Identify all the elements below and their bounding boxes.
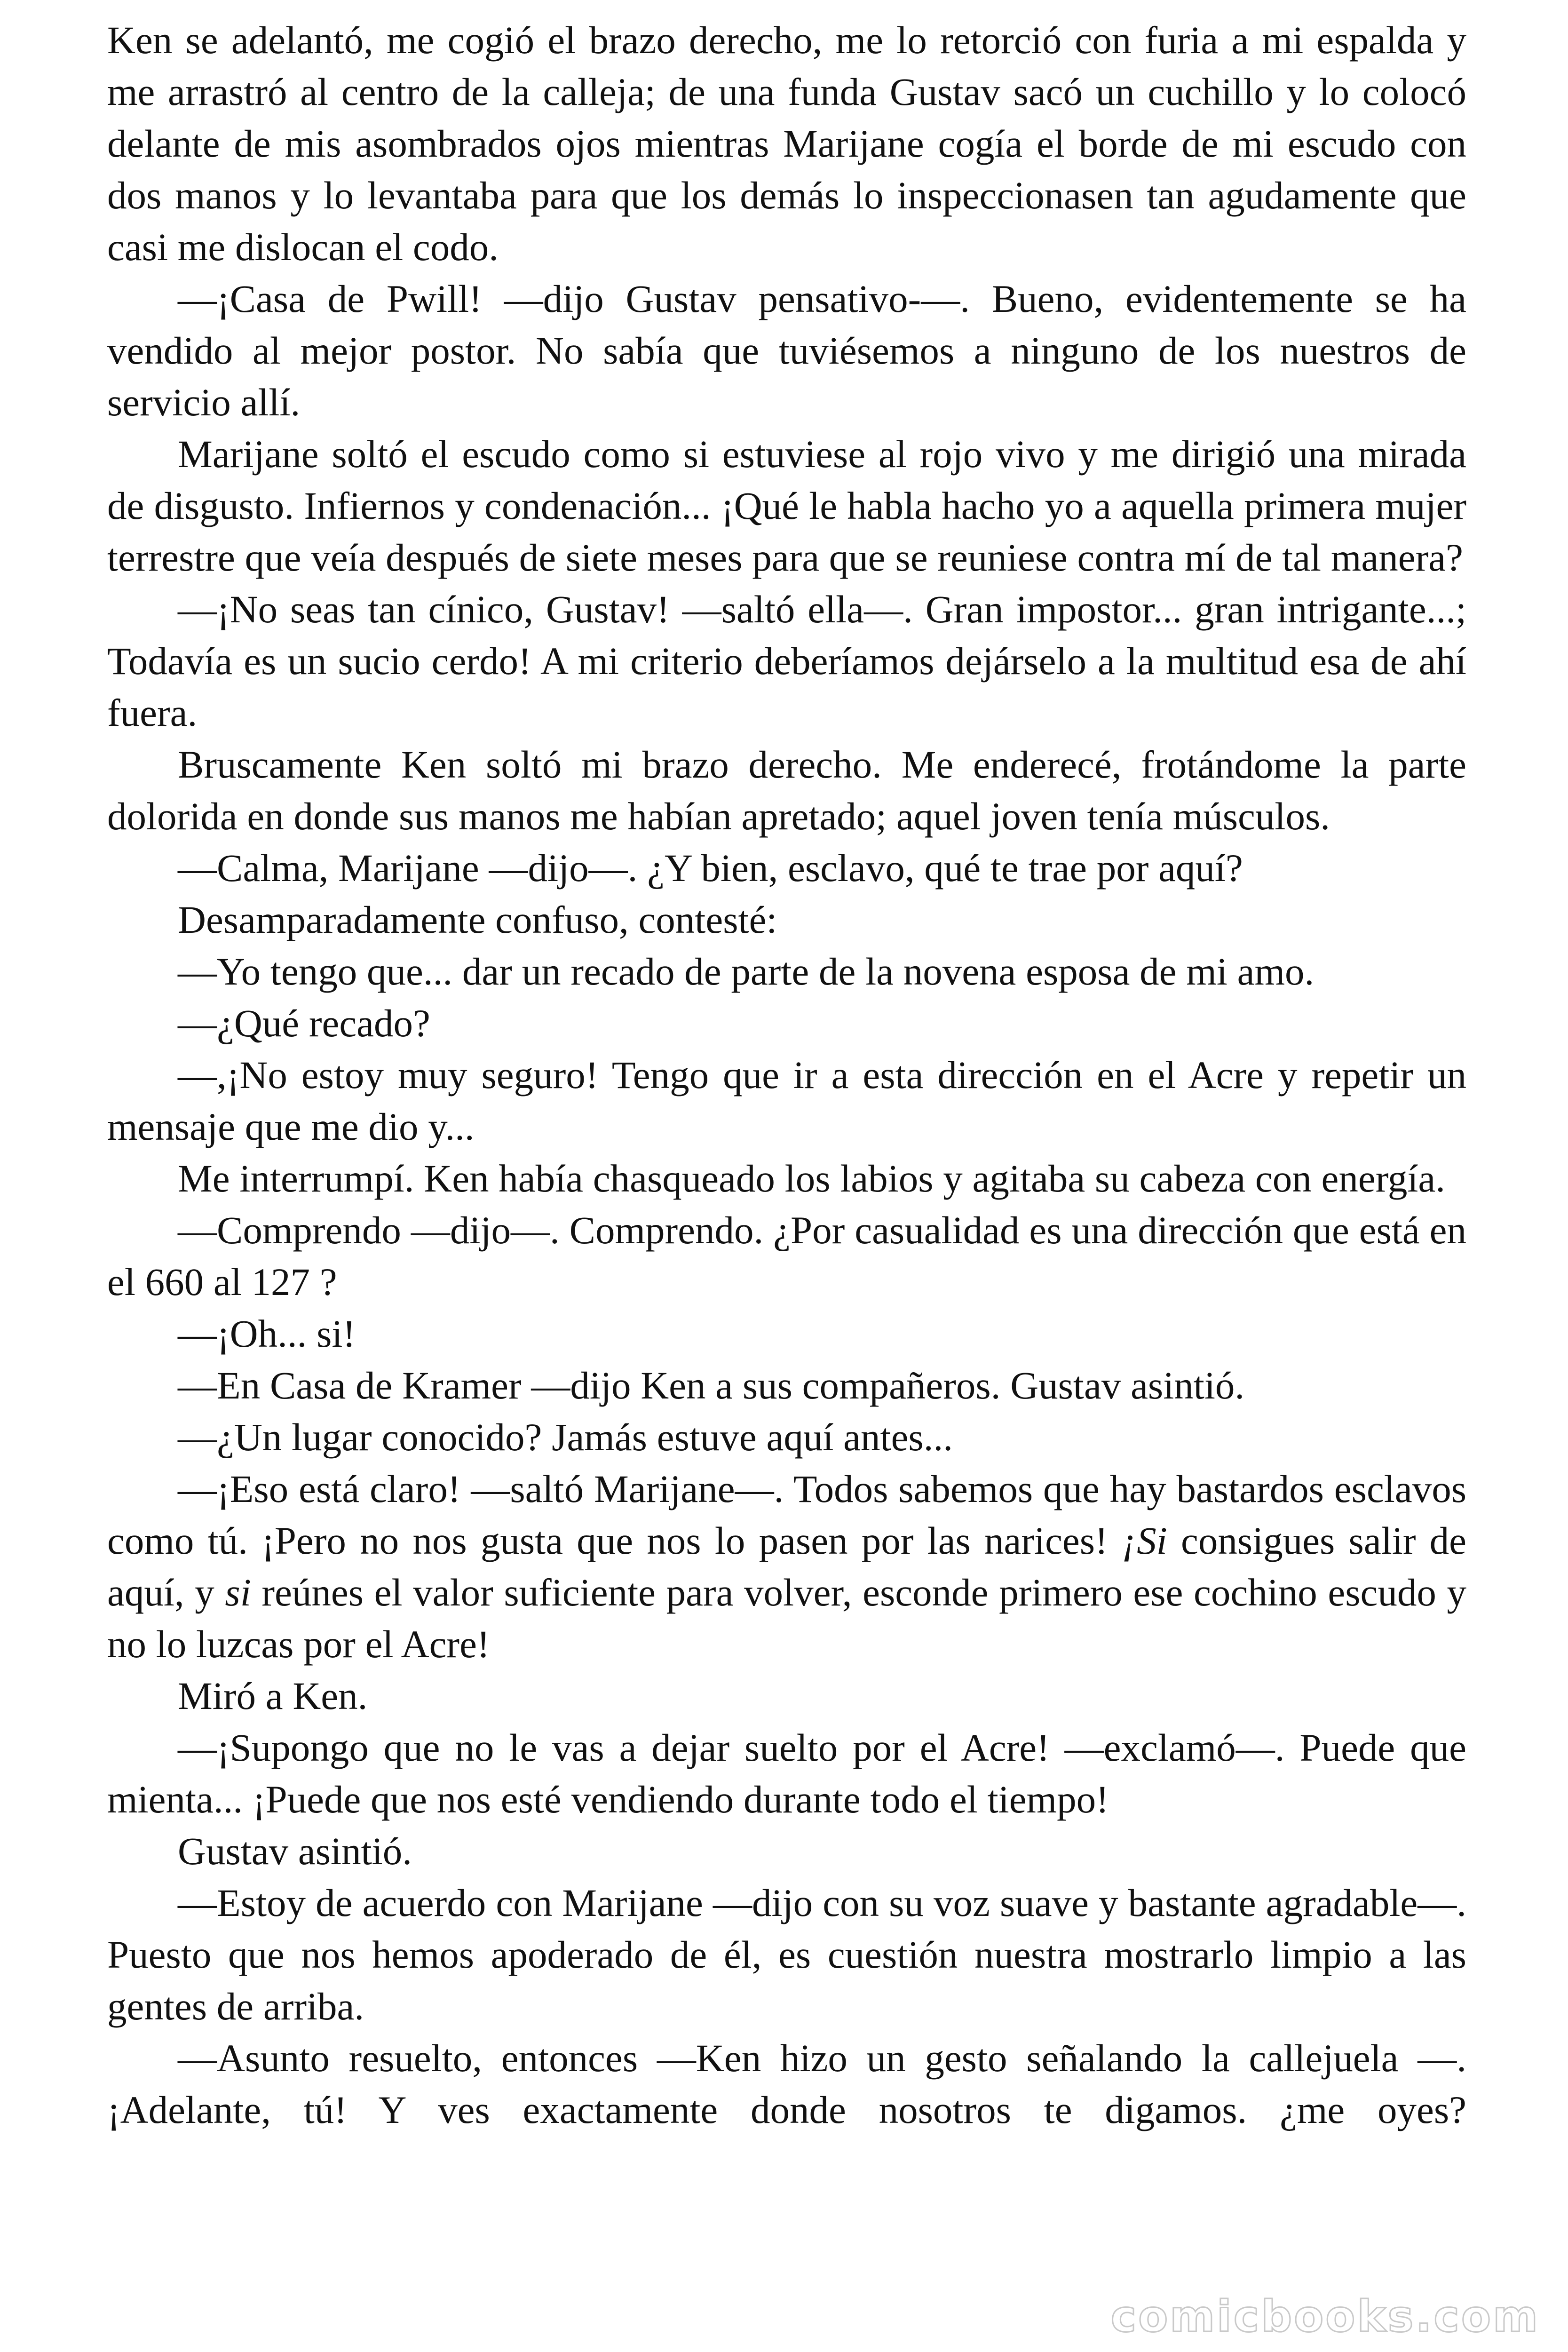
paragraph-text: consigues salir de aquí, y [107,1519,1467,1614]
paragraph-text: reúnes el valor suficiente para volver, esconde primero ese cochino escudo y no lo luzcas por el Acre! [107,1571,1467,1666]
paragraph: Gustav asintió. [178,1829,412,1873]
watermark-text: comicbooks.com [1110,2291,1540,2342]
italic-word: ¡Si [1121,1519,1167,1562]
paragraph: —¡No seas tan cínico, Gustav! —saltó ella—. Gran impostor... gran intrigante...; Todavía es un sucio cerdo! A mi criterio deberíamos dejárselo a la multitud esa de ahí fuera. [107,588,1466,734]
paragraph: Me interrumpí. Ken había chasqueado los labios y agitaba su cabeza con energía. [178,1157,1445,1200]
paragraph: —¡Casa de Pwill! —dijo Gustav pensativo-—. Bueno, evidentemente se ha vendido al mejor postor. No sabía que tuviésemos a ninguno de los nuestros de servicio allí. [107,277,1466,424]
paragraph: —Calma, Marijane —dijo—. ¿Y bien, esclavo, qué te trae por aquí? [178,846,1243,890]
paragraph: —¡Oh... si! [178,1312,356,1355]
paragraph-text: —¡Eso está claro! —saltó Marijane—. Todos sabemos que hay bastardos esclavos como tú. ¡Pero no nos gusta que nos lo pasen por las narices! [107,1467,1466,1562]
paragraph: Miró a Ken. [178,1674,368,1717]
paragraph: —¿Un lugar conocido? Jamás estuve aquí antes... [178,1415,953,1459]
paragraph-with-italics [107,1463,1466,1670]
paragraph: —,¡No estoy muy seguro! Tengo que ir a esta dirección en el Acre y repetir un mensaje que me dio y... [107,1053,1466,1148]
paragraph: —¿Qué recado? [178,1001,430,1045]
paragraph: Ken se adelantó, me cogió el brazo derecho, me lo retorció con furia a mi espalda y me arrastró al centro de la calleja; de una funda Gustav sacó un cuchillo y lo colocó delante de mis asombrados ojos mientras Marijane cogía el borde de mi escudo con dos manos y lo levantaba para que los demás lo inspeccionasen tan agudamente que casi me dislocan el codo. [107,18,1466,269]
paragraph: Marijane soltó el escudo como si estuviese al rojo vivo y me dirigió una mirada de disgusto. Infiernos y condenación... ¡Qué le habla hacho yo a aquella primera mujer terrestre que veía después de siete meses para que se reuniese contra mí de tal manera? [107,432,1466,579]
paragraph: —Estoy de acuerdo con Marijane —dijo con su voz suave y bastante agradable—. Puesto que nos hemos apoderado de él, es cuestión nuestra mostrarlo limpio a las gentes de arriba. [107,1881,1466,2028]
italic-word: si [225,1571,251,1614]
paragraph: —Asunto resuelto, entonces —Ken hizo un gesto señalando la callejuela —. ¡Adelante, tú! Y ves exactamente donde nosotros te digamos. ¿me oyes? [107,2036,1466,2131]
paragraph: —Yo tengo que... dar un recado de parte de la novena esposa de mi amo. [178,950,1315,993]
paragraph: —¡Supongo que no le vas a dejar suelto por el Acre! —exclamó—. Puede que mienta... ¡Puede que nos esté vendiendo durante todo el tiempo! [107,1726,1466,1821]
book-page [107,14,1466,2136]
paragraph: Bruscamente Ken soltó mi brazo derecho. Me enderecé, frotándome la parte dolorida en donde sus manos me habían apretado; aquel joven tenía músculos. [107,743,1466,838]
paragraph: —Comprendo —dijo—. Comprendo. ¿Por casualidad es una dirección que está en el 660 al 127 ? [107,1208,1466,1303]
paragraph: —En Casa de Kramer —dijo Ken a sus compañeros. Gustav asintió. [178,1364,1245,1407]
paragraph: Desamparadamente confuso, contesté: [178,898,777,941]
